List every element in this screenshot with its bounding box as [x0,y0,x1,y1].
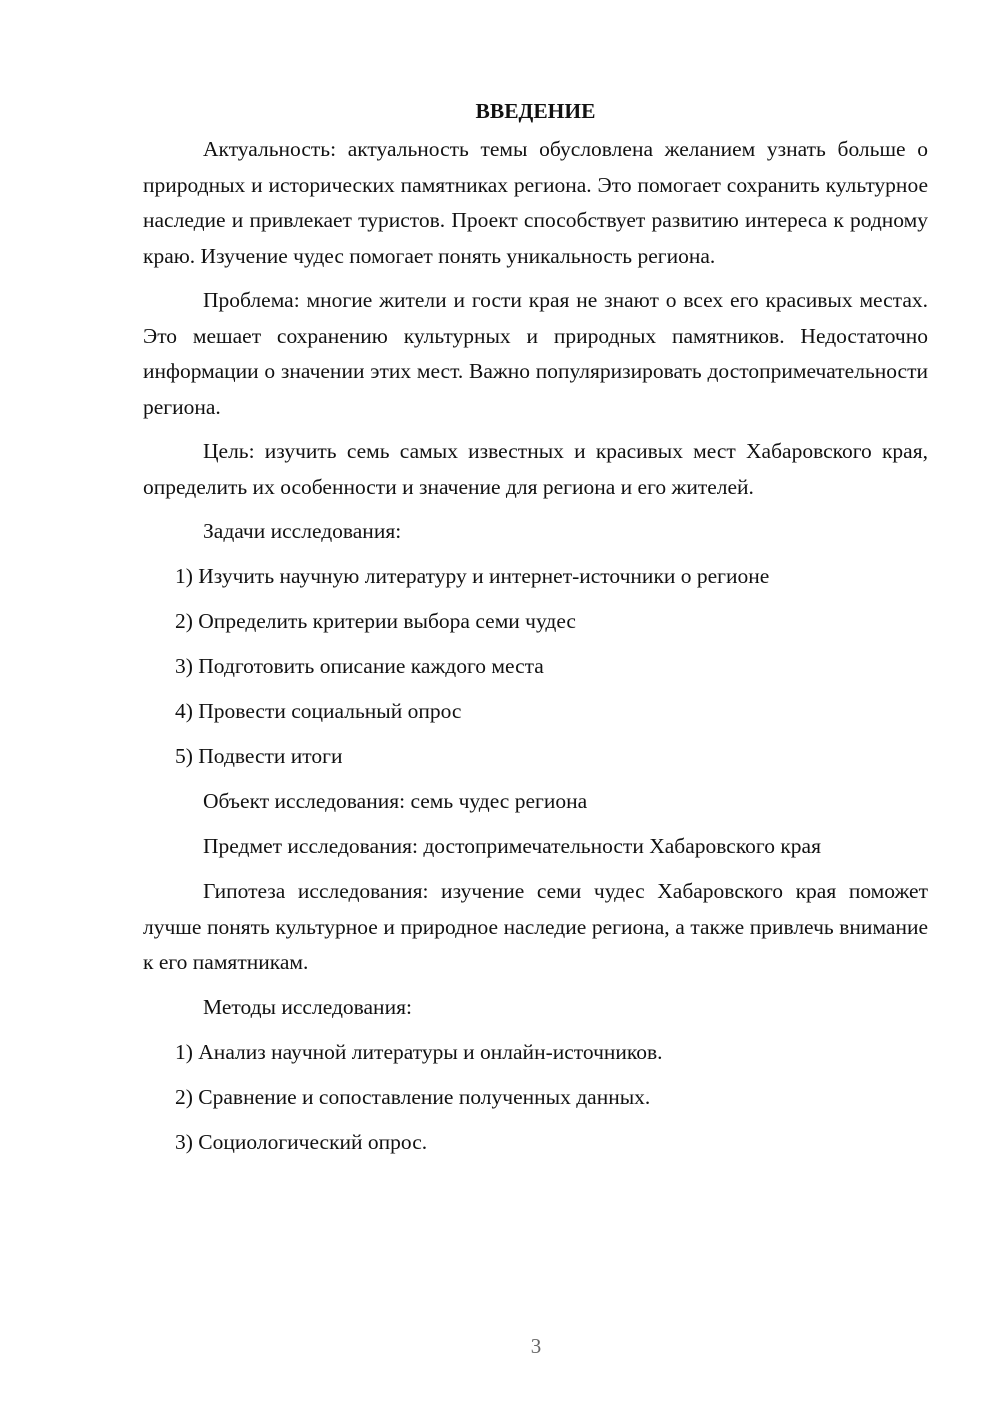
methods-heading: Методы исследования: [203,994,412,1019]
list-item: 4) Провести социальный опрос [175,699,462,723]
tasks-list [143,559,928,775]
hypothesis-paragraph: Гипотеза исследования: изучение семи чудес Хабаровского края поможет лучше понять культурное и природное наследие региона, а также привлечь внимание к его памятникам. [143,879,928,974]
methods-list [143,1035,928,1161]
list-item: 5) Подвести итоги [175,744,343,768]
goal-paragraph: Цель: изучить семь самых известных и красивых мест Хабаровского края, определить их особенности и значение для региона и его жителей. [143,439,928,499]
section-title: ВВЕДЕНИЕ [475,99,596,123]
relevance-paragraph: Актуальность: актуальность темы обусловлена желанием узнать больше о природных и исторических памятниках региона. Это помогает сохранить культурное наследие и привлекает туристов. Проект способствует развитию интереса к родному краю. Изучение чудес помогает понять уникальность региона. [143,137,928,268]
document-page [143,96,928,1170]
problem-paragraph: Проблема: многие жители и гости края не знают о всех его красивых местах. Это мешает сохранению культурных и природных памятников. Недостаточно информации о значении этих мест. Важно популяризировать достопримечательности региона. [143,288,928,419]
list-item: 2) Определить критерии выбора семи чудес [175,609,576,633]
list-item: 3) Подготовить описание каждого места [175,654,544,678]
list-item: 1) Изучить научную литературу и интернет-источники о регионе [175,564,770,588]
list-item: 3) Социологический опрос. [175,1129,428,1154]
list-item: 2) Сравнение и сопоставление полученных данных. [175,1084,651,1109]
page-number: 3 [530,1334,542,1358]
research-subject: Предмет исследования: достопримечательности Хабаровского края [203,834,821,858]
tasks-heading: Задачи исследования: [203,519,402,543]
list-item: 1) Анализ научной литературы и онлайн-источников. [175,1039,663,1064]
research-object: Объект исследования: семь чудес региона [203,789,588,813]
